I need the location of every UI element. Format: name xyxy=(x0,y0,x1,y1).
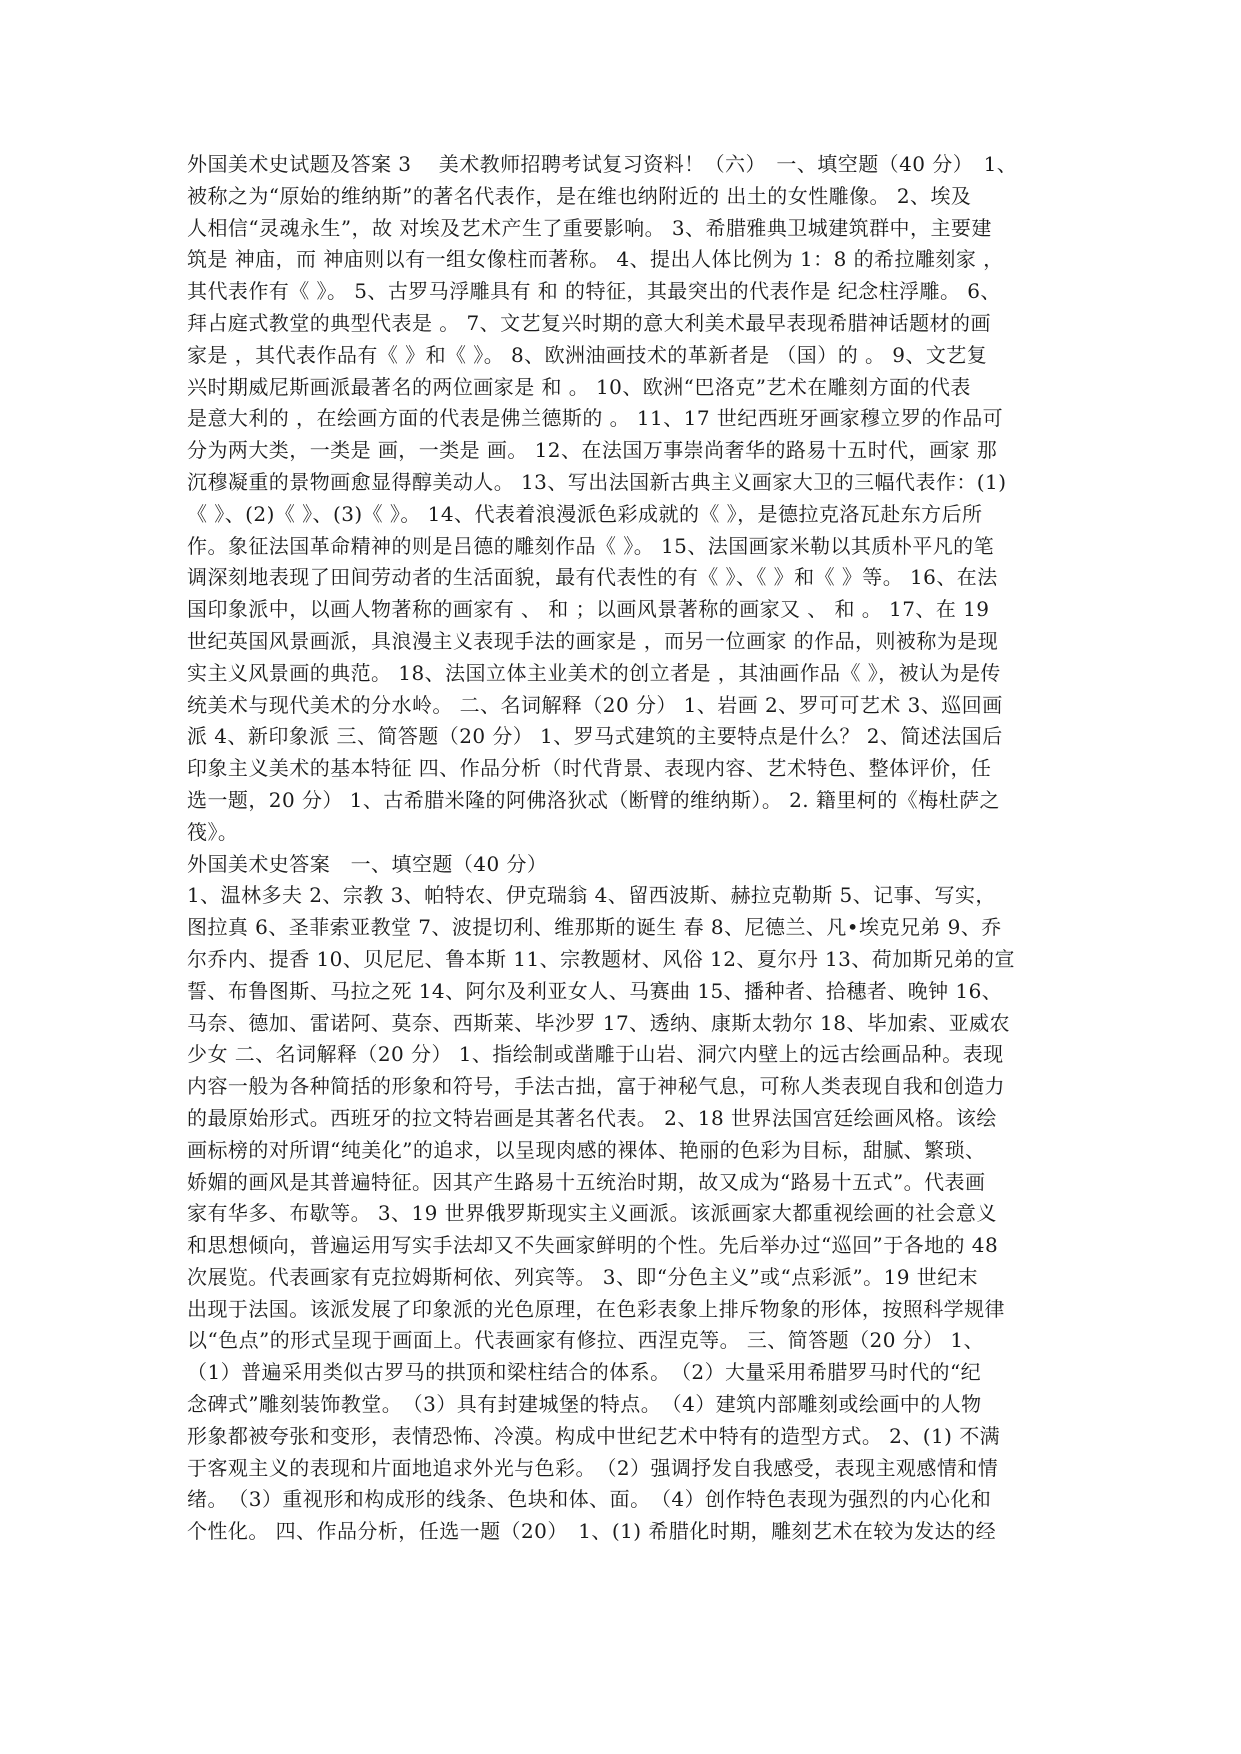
text-line: 其代表作有《 》。 5、古罗马浮雕具有 和 的特征，其最突出的代表作是 纪念柱浮雕。 6、 xyxy=(187,279,1001,304)
text-line: 次展览。代表画家有克拉姆斯柯依、列宾等。 3、即“分色主义”或“点彩派”。19 世纪末 xyxy=(187,1264,979,1289)
text-line: 派 4、新印象派 三、简答题（20 分） 1、罗马式建筑的主要特点是什么？ 2、简述法国后 xyxy=(187,724,1003,749)
text-line: 人相信“灵魂永生”，故 对埃及艺术产生了重要影响。 3、希腊雅典卫城建筑群中，主要建 xyxy=(187,215,992,240)
text-line: 的最原始形式。西班牙的拉文特岩画是其著名代表。 2、18 世界法国宫廷绘画风格。该绘 xyxy=(187,1105,997,1130)
text-line: 形象都被夸张和变形，表情恐怖、冷漠。构成中世纪艺术中特有的造型方式。 2、(1) 不满 xyxy=(187,1423,1001,1448)
text-line: 家有华多、布歇等。 3、19 世界俄罗斯现实主义画派。该派画家大都重视绘画的社会意义 xyxy=(187,1201,997,1226)
text-line: 拜占庭式教堂的典型代表是 。 7、文艺复兴时期的意大利美术最早表现希腊神话题材的画 xyxy=(187,310,991,335)
text-line: 被称之为“原始的维纳斯”的著名代表作，是在维也纳附近的 出土的女性雕像。 2、埃及 xyxy=(187,183,972,208)
text-line: 家是 ，其代表作品有《 》和《 》。 8、欧洲油画技术的革新者是 （国）的 。 9、文艺复 xyxy=(187,342,988,367)
text-line: 兴时期威尼斯画派最著名的两位画家是 和 。 10、欧洲“巴洛克”艺术在雕刻方面的代表 xyxy=(187,374,971,399)
text-line: 娇媚的画风是其普遍特征。因其产生路易十五统治时期，故又成为“路易十五式”。代表画 xyxy=(187,1169,986,1194)
text-line: 个性化。 四、作品分析，任选一题（20） 1、(1) 希腊化时期，雕刻艺术在较为发达的经 xyxy=(187,1519,997,1544)
text-line: 外国美术史试题及答案 3 美术教师招聘考试复习资料！（六） 一、填空题（40 分） 1、 xyxy=(187,152,1018,176)
text-line: 筑是 神庙，而 神庙则以有一组女像柱而著称。 4、提出人体比例为 1：8 的希拉雕刻家 ， xyxy=(187,247,1004,272)
text-line: （1）普遍采用类似古罗马的拱顶和梁柱结合的体系。 （2）大量采用希腊罗马时代的“纪 xyxy=(187,1360,982,1385)
text-line: 图拉真 6、圣菲索亚教堂 7、波提切利、维那斯的诞生 春 8、尼德兰、凡•埃克兄弟 9、乔 xyxy=(187,915,1002,940)
text-line: 《 》、(2)《 》、(3)《 》。 14、代表着浪漫派色彩成就的《 》，是德拉克洛瓦赴东方后所 xyxy=(187,501,983,526)
text-line: 念碑式”雕刻装饰教堂。 （3）具有封建城堡的特点。 （4）建筑内部雕刻或绘画中的人物 xyxy=(187,1392,982,1417)
text-line: 统美术与现代美术的分水岭。 二、名词解释（20 分） 1、岩画 2、罗可可艺术 3、巡回画 xyxy=(187,692,1003,717)
text-line: 国印象派中，以画人物著称的画家有 、 和 ；以画风景著称的画家又 、 和 。 17、在 19 xyxy=(187,597,990,622)
document-page xyxy=(187,149,1055,1548)
text-line: 筏》。 xyxy=(187,819,239,844)
text-line: 调深刻地表现了田间劳动者的生活面貌，最有代表性的有《 》、《 》和《 》等。 16、在法 xyxy=(187,565,998,590)
text-line: 于客观主义的表现和片面地追求外光与色彩。 （2）强调抒发自我感受，表现主观感情和情 xyxy=(187,1455,999,1480)
text-line: 誓、布鲁图斯、马拉之死 14、阿尔及利亚女人、马赛曲 15、播种者、拾穗者、晚钟 16、 xyxy=(187,978,1003,1003)
text-line: 画标榜的对所谓“纯美化”的追求，以呈现肉感的裸体、艳丽的色彩为目标，甜腻、繁琐、 xyxy=(187,1137,986,1162)
text-line: 印象主义美术的基本特征 四、作品分析（时代背景、表现内容、艺术特色、整体评价，任 xyxy=(187,756,992,781)
text-line: 世纪英国风景画派，具浪漫主义表现手法的画家是 ，而另一位画家 的作品，则被称为是现 xyxy=(187,628,999,653)
text-line: 1、温林多夫 2、宗教 3、帕特农、伊克瑞翁 4、留西波斯、赫拉克勒斯 5、记事、写实， xyxy=(187,883,996,908)
text-line: 出现于法国。该派发展了印象派的光色原理，在色彩表象上排斥物象的形体，按照科学规律 xyxy=(187,1296,1005,1321)
text-line: 以“色点”的形式呈现于画面上。代表画家有修拉、西涅克等。 三、简答题（20 分） 1、 xyxy=(187,1328,985,1353)
text-line: 分为两大类，一类是 画，一类是 画。 12、在法国万事崇尚奢华的路易十五时代，画家 那 xyxy=(187,438,998,463)
text-line: 内容一般为各种简括的形象和符号，手法古拙，富于神秘气息，可称人类表现自我和创造力 xyxy=(187,1074,1005,1099)
text-line: 沉穆凝重的景物画愈显得醇美动人。 13、写出法国新古典主义画家大卫的三幅代表作：(1) xyxy=(187,469,1007,494)
text-line: 少女 二、名词解释（20 分） 1、指绘制或凿雕于山岩、洞穴内壁上的远古绘画品种。表现 xyxy=(187,1042,1004,1067)
text-line: 选一题，20 分） 1、古希腊米隆的阿佛洛狄忒（断臂的维纳斯）。 2. 籍里柯的《梅杜萨之 xyxy=(187,787,1000,812)
text-line: 绪。 （3）重视形和构成形的线条、色块和体、面。 （4）创作特色表现为强烈的内心化和 xyxy=(187,1487,992,1512)
text-line: 外国美术史答案 一、填空题（40 分） xyxy=(187,851,548,876)
text-line: 马奈、德加、雷诺阿、莫奈、西斯莱、毕沙罗 17、透纳、康斯太勃尔 18、毕加索、亚威农 xyxy=(187,1010,1010,1035)
text-line: 尔乔内、提香 10、贝尼尼、鲁本斯 11、宗教题材、风俗 12、夏尔丹 13、荷加斯兄弟的宣 xyxy=(187,946,1015,971)
text-line: 是意大利的 ，在绘画方面的代表是佛兰德斯的 。 11、17 世纪西班牙画家穆立罗的作品可 xyxy=(187,406,1004,431)
text-line: 实主义风景画的典范。 18、法国立体主业美术的创立者是 ，其油画作品《 》，被认为是传 xyxy=(187,660,1001,685)
text-line: 作。象征法国革命精神的则是吕德的雕刻作品《 》。 15、法国画家米勒以其质朴平凡的笔 xyxy=(187,533,995,558)
text-line: 和思想倾向，普遍运用写实手法却又不失画家鲜明的个性。先后举办过“巡回”于各地的 48 xyxy=(187,1233,999,1258)
document-body xyxy=(187,149,1055,1548)
